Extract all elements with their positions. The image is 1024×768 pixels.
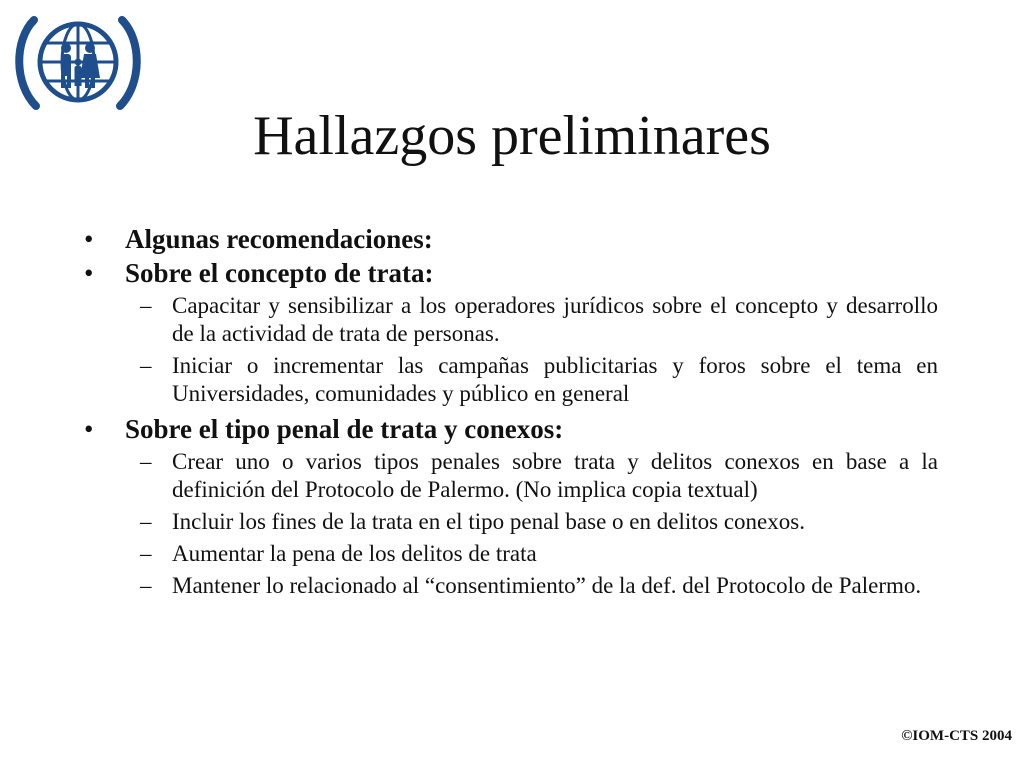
dash-marker: – <box>140 541 152 566</box>
sub-bullet-text: Mantener lo relacionado al “consentimiento” de la def. del Protocolo de Palermo. <box>172 573 922 598</box>
sub-bullet-text: Aumentar la pena de los delitos de trata <box>172 541 537 566</box>
bullet-marker: • <box>84 224 94 254</box>
sub-bullet-text: Capacitar y sensibilizar a los operadores jurídicos sobre el concepto y desarrollo de la actividad de trata de personas. <box>172 293 938 346</box>
slide-title: Hallazgos preliminares <box>253 105 771 167</box>
sub-bullet-text: Iniciar o incrementar las campañas publicitarias y foros sobre el tema en Universidades, comunidades y público en general <box>172 353 938 406</box>
sub-bullet-text: Crear uno o varios tipos penales sobre trata y delitos conexos en base a la definición del Protocolo de Palermo. (No implica copia textual) <box>172 449 938 502</box>
copyright-footer: ©IOM-CTS 2004 <box>901 728 1012 744</box>
bullet-text: Algunas recomendaciones: <box>125 224 433 254</box>
dash-marker: – <box>140 509 152 534</box>
bullet-text: Sobre el concepto de trata: <box>125 258 434 288</box>
bullet-item <box>0 256 937 290</box>
bullet-text: Sobre el tipo penal de trata y conexos: <box>125 414 564 444</box>
sub-bullet-item <box>0 448 938 504</box>
sub-bullet-text: Incluir los fines de la trata en el tipo penal base o en delitos conexos. <box>172 509 805 534</box>
slide-body <box>0 222 1024 604</box>
iom-logo-icon <box>12 8 144 114</box>
sub-bullet-item <box>0 572 938 600</box>
bullet-item <box>0 412 937 446</box>
bullet-item <box>0 222 937 256</box>
sub-bullet-item <box>0 540 938 568</box>
sub-bullet-item <box>0 352 938 408</box>
dash-marker: – <box>140 449 152 474</box>
dash-marker: – <box>140 573 152 598</box>
bullet-marker: • <box>84 414 94 444</box>
dash-marker: – <box>140 353 152 378</box>
dash-marker: – <box>140 293 152 318</box>
sub-bullet-item <box>0 508 938 536</box>
bullet-marker: • <box>84 258 94 288</box>
sub-bullet-item <box>0 292 938 348</box>
